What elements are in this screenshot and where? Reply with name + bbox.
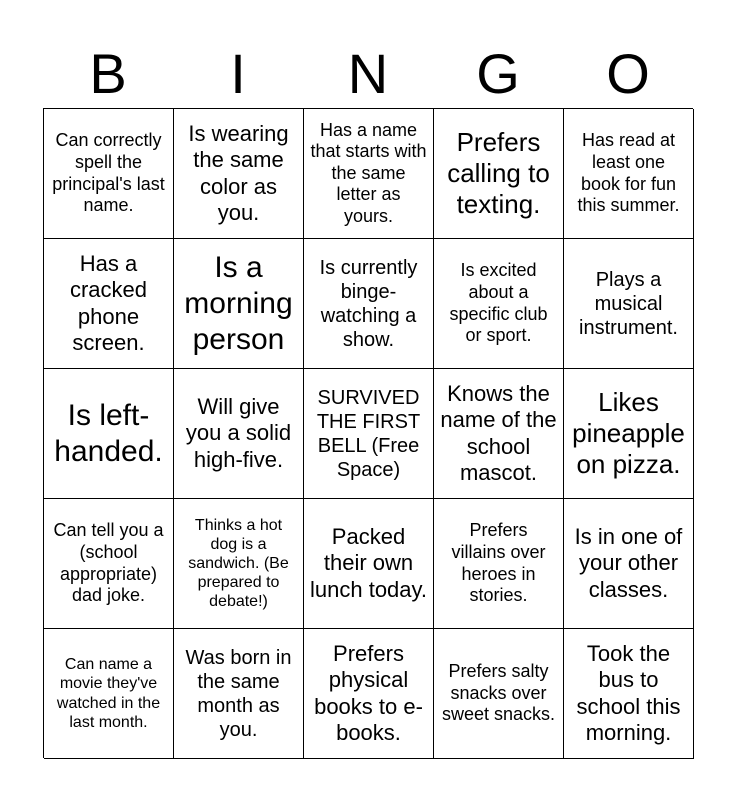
header-letter-o: O <box>606 42 650 105</box>
bingo-cell[interactable] <box>304 109 434 239</box>
cell-text: Is left-handed. <box>54 398 163 468</box>
cell-text: Can tell you a (school appropriate) dad joke. <box>53 520 164 606</box>
cell-text: Can correctly spell the principal's last name. <box>52 130 165 216</box>
cell-text: Prefers physical books to e-books. <box>314 640 423 745</box>
cell-text: Has a cracked phone screen. <box>69 250 148 355</box>
bingo-cell[interactable] <box>564 499 694 629</box>
bingo-cell[interactable] <box>44 629 174 759</box>
bingo-cell[interactable] <box>564 239 694 369</box>
bingo-header <box>43 40 693 108</box>
cell-text: Is a morning person <box>184 250 293 356</box>
cell-text: Will give you a solid high-five. <box>185 393 292 472</box>
bingo-cell[interactable] <box>304 239 434 369</box>
free-space-cell[interactable] <box>304 369 434 499</box>
bingo-cell[interactable] <box>174 629 304 759</box>
cell-text: Was born in the same month as you. <box>185 646 292 741</box>
cell-text: Can name a movie they've watched in the last month. <box>56 656 161 731</box>
cell-text: Plays a musical instrument. <box>579 268 678 339</box>
bingo-cell[interactable] <box>174 499 304 629</box>
cell-text: Knows the name of the school mascot. <box>440 380 557 485</box>
cell-text: Is in one of your other classes. <box>574 523 683 602</box>
bingo-board <box>43 108 693 758</box>
bingo-cell[interactable] <box>564 629 694 759</box>
cell-text: Prefers calling to texting. <box>447 126 550 220</box>
cell-text: Is wearing the same color as you. <box>188 120 289 225</box>
bingo-cell[interactable] <box>434 239 564 369</box>
cell-text: Took the bus to school this morning. <box>576 640 681 745</box>
cell-text: Prefers salty snacks over sweet snacks. <box>441 661 556 725</box>
bingo-cell[interactable] <box>44 239 174 369</box>
cell-text: Thinks a hot dog is a sandwich. (Be prepared to debate!) <box>188 516 289 611</box>
header-letter-n: N <box>347 42 389 105</box>
bingo-cell[interactable] <box>174 369 304 499</box>
bingo-cell[interactable] <box>434 109 564 239</box>
bingo-cell[interactable] <box>174 109 304 239</box>
header-letter-g: G <box>476 42 520 105</box>
bingo-cell[interactable] <box>174 239 304 369</box>
bingo-cell[interactable] <box>304 629 434 759</box>
bingo-cell[interactable] <box>44 369 174 499</box>
bingo-cell[interactable] <box>434 629 564 759</box>
bingo-cell[interactable] <box>564 109 694 239</box>
header-letter-b: B <box>89 42 127 105</box>
cell-text: Is currently binge-watching a show. <box>319 256 418 351</box>
cell-text: Packed their own lunch today. <box>310 523 428 602</box>
cell-text: Has read at least one book for fun this summer. <box>577 130 680 216</box>
bingo-cell[interactable] <box>434 369 564 499</box>
cell-text: Has a name that starts with the same letter as yours. <box>310 119 427 226</box>
cell-text: Is excited about a specific club or sport. <box>449 260 548 346</box>
cell-text: Prefers villains over heroes in stories. <box>451 520 546 606</box>
free-space-text: SURVIVED THE FIRST BELL (Free Space) <box>316 386 421 481</box>
bingo-cell[interactable] <box>434 499 564 629</box>
bingo-cell[interactable] <box>564 369 694 499</box>
bingo-cell[interactable] <box>44 499 174 629</box>
bingo-cell[interactable] <box>44 109 174 239</box>
cell-text: Likes pineapple on pizza. <box>572 386 685 480</box>
bingo-cell[interactable] <box>304 499 434 629</box>
header-letter-i: I <box>230 42 246 105</box>
